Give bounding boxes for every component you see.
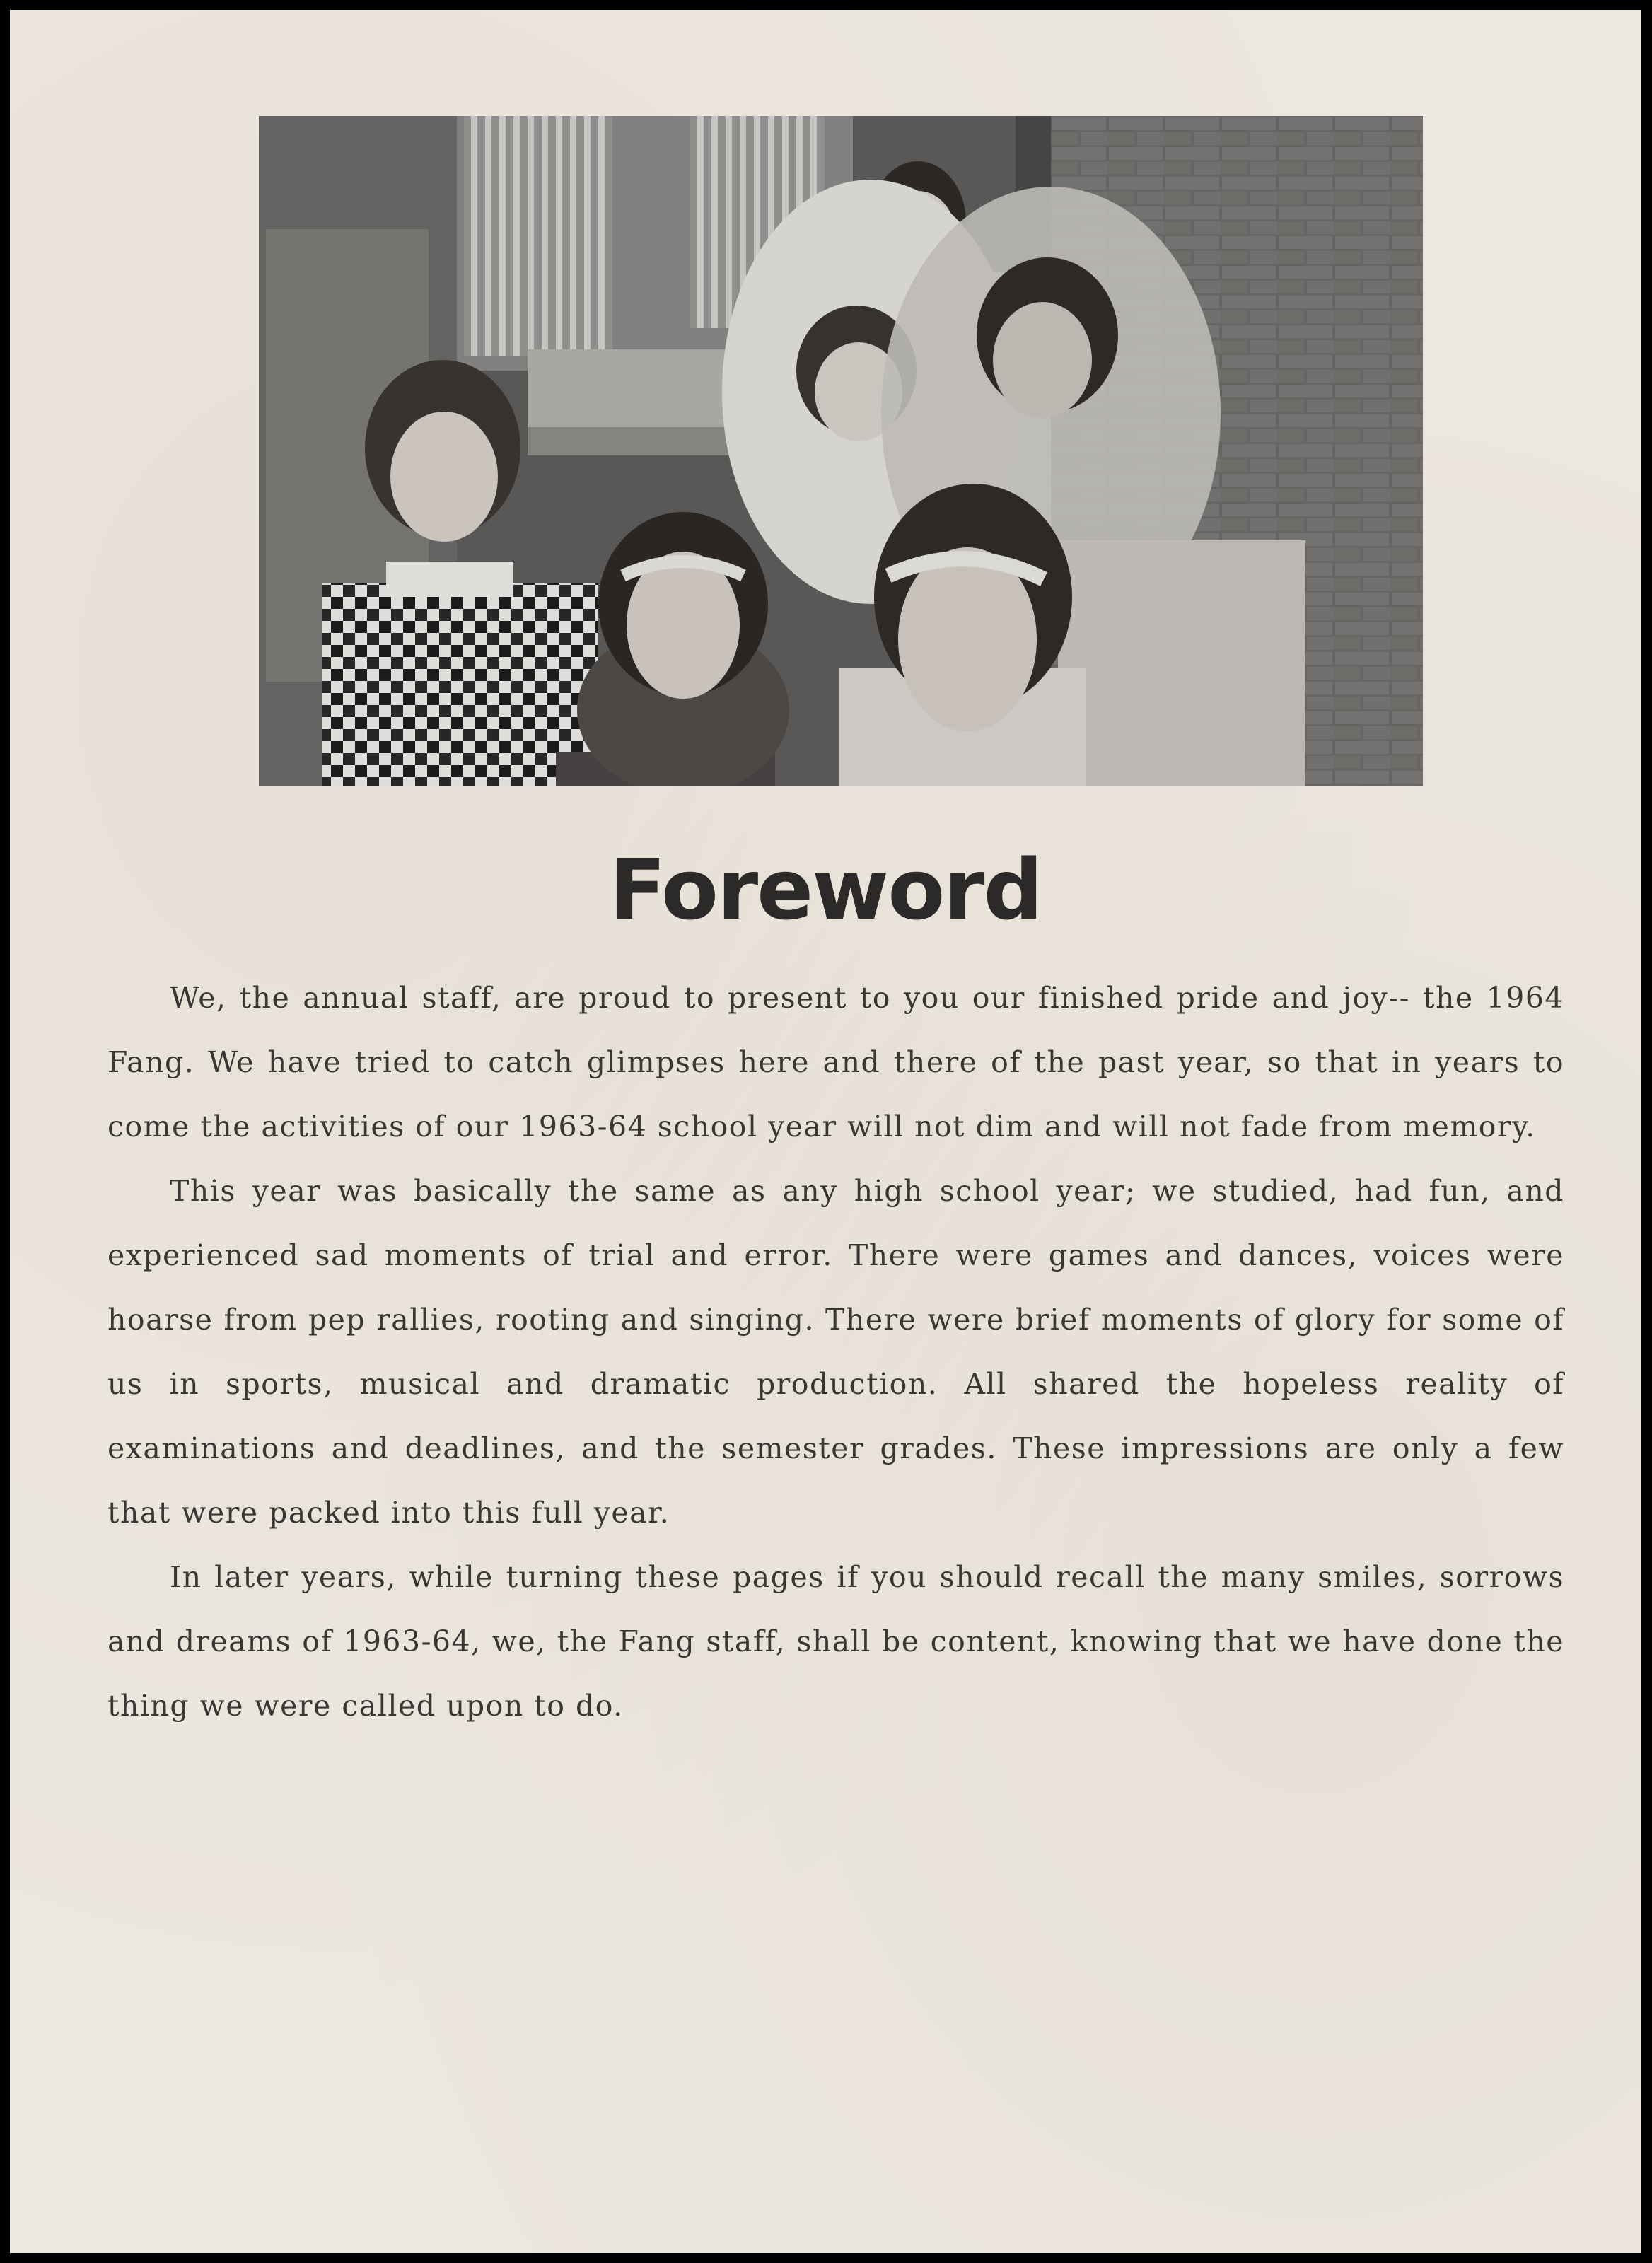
staff-group-photo: [259, 116, 1423, 786]
paragraph-1: We, the annual staff, are proud to present to you our finished pride and joy-- the 1964 Fang. We have tried to catch glimpses here and there of the past year, so that in years to come the activities of our 1963-64 school year will not dim and will not fade from memory.: [107, 981, 1564, 1144]
staff-photo-illustration: [259, 116, 1423, 786]
foreword-body: [107, 966, 1564, 1738]
page-title: Foreword: [609, 841, 1042, 938]
paragraph-2: This year was basically the same as any high school year; we studied, had fun, and experienced sad moments of trial and error. There were games and dances, voices were hoarse from pep rallies, rooting and singing. There were brief moments of glory for some of us in sports, musical and dramatic production. All shared the hopeless reality of examinations and deadlines, and the semester grades. These impressions are only a few that were packed into this full year.: [107, 1174, 1564, 1530]
paragraph-3: In later years, while turning these pages if you should recall the many smiles, sorrows and dreams of 1963-64, we, the Fang staff, shall be content, knowing that we have done the thing we were called upon to do.: [107, 1560, 1564, 1723]
yearbook-page: [10, 10, 1641, 2253]
